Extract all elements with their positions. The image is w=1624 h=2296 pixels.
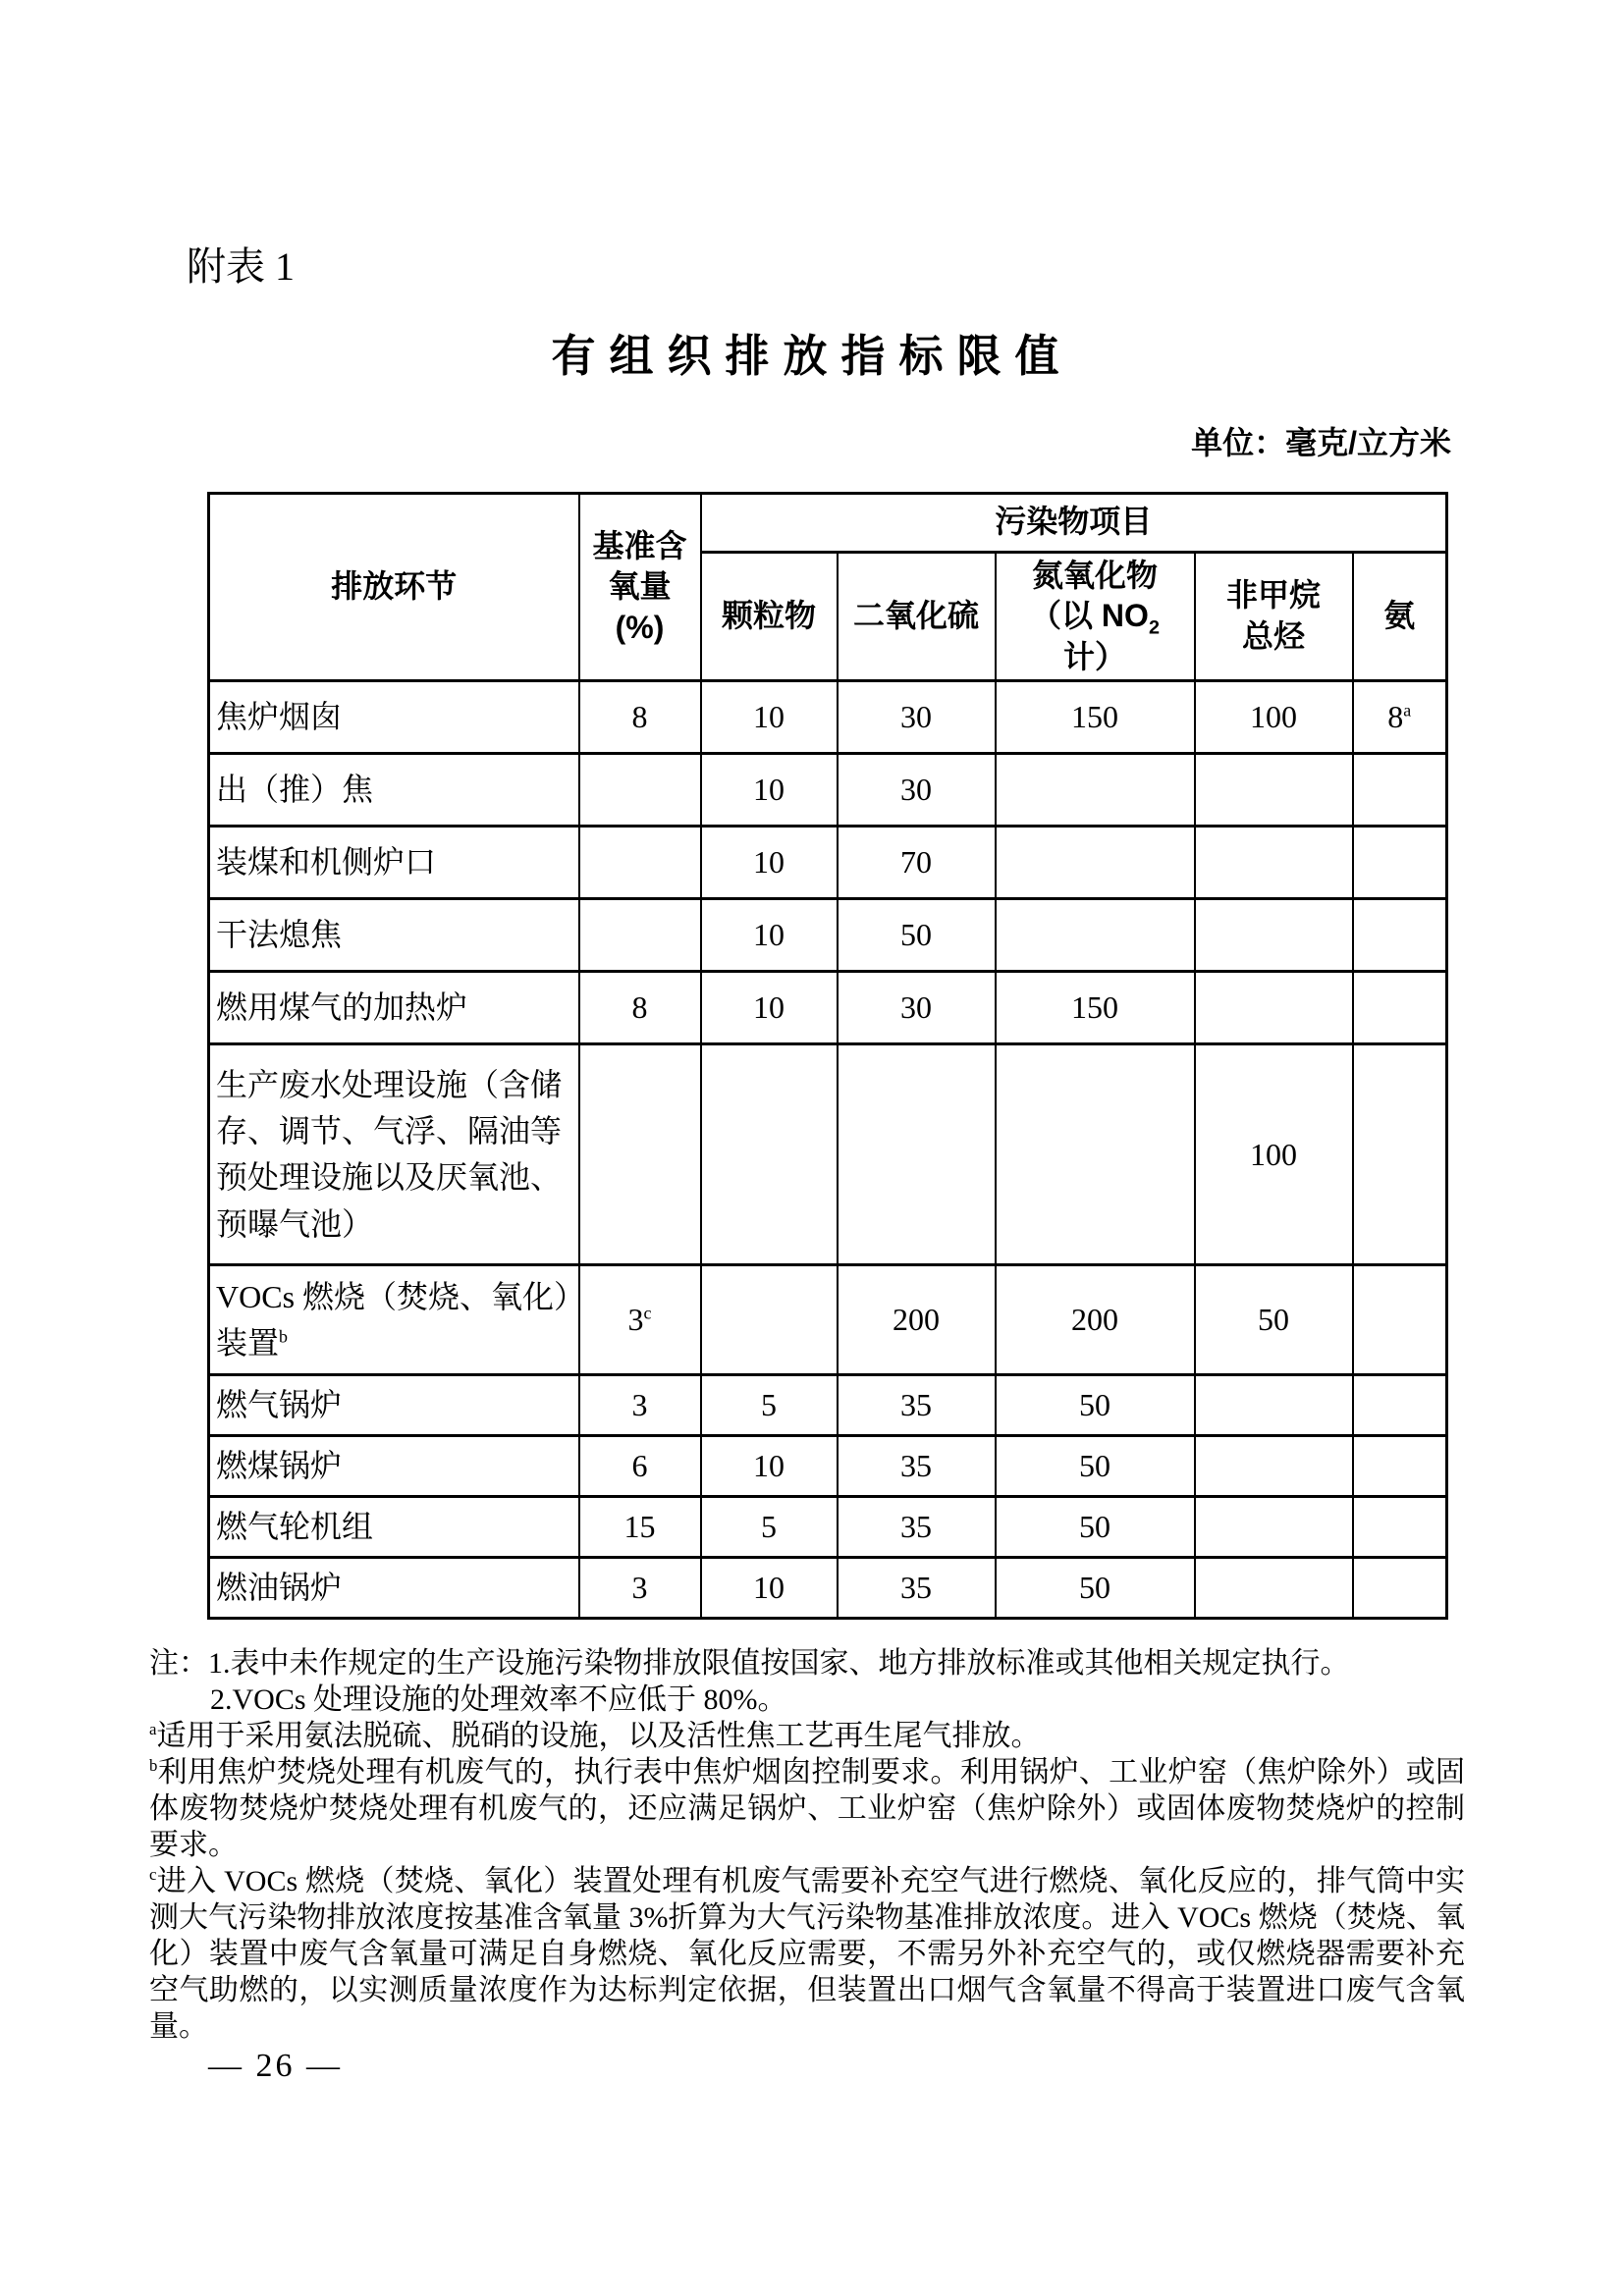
pm-cell: 10 bbox=[701, 827, 838, 899]
pm-cell: 10 bbox=[701, 972, 838, 1044]
nmhc-cell bbox=[1195, 899, 1353, 972]
o2-cell bbox=[579, 827, 701, 899]
footnote-c: $^c$进入 VOCs 燃烧（焚烧、氧化）装置处理有机废气需要补充空气进行燃烧、氧化反应的，排气筒中实测大气污染物排放浓度按基准含氧量 3%折算为大气污染物基准排放浓度。进入 VOCs 燃烧（焚烧、氧化）装置中废气含氧量可满足自身燃烧、氧化反应需要，不需另外补充空气的，或仅燃烧器需要补充空气助燃的，以实测质量浓度作为达标判定依据，但装置出口烟气含氧量不得高于装置进口废气含氧量。 bbox=[149, 1865, 1465, 2044]
footnote-c-marker: c bbox=[643, 1303, 652, 1323]
unit-label: 单位：毫克/立方米 bbox=[1191, 424, 1451, 460]
pm-cell: 5 bbox=[701, 1375, 838, 1436]
footnote-b-marker: b bbox=[279, 1326, 288, 1347]
nh3-cell bbox=[1353, 827, 1447, 899]
stage-cell: 燃气轮机组 bbox=[209, 1497, 579, 1558]
page-number: — 26 — bbox=[208, 2048, 343, 2084]
so2-cell: 30 bbox=[838, 972, 996, 1044]
nox-cell: 200 bbox=[996, 1265, 1195, 1375]
stage-cell: 装煤和机侧炉口 bbox=[209, 827, 579, 899]
so2-cell: 30 bbox=[838, 681, 996, 754]
nox-header-line2: （以 $NO_2$ 计） bbox=[1030, 598, 1160, 674]
o2-cell: 3 bbox=[579, 1375, 701, 1436]
o2-cell: 6 bbox=[579, 1436, 701, 1497]
footnote-c-marker: c bbox=[149, 1865, 157, 1885]
table-row-wastewater-treatment bbox=[209, 1044, 1447, 1265]
nh3-cell bbox=[1353, 1265, 1447, 1375]
pm-cell: 10 bbox=[701, 754, 838, 827]
stage-cell: 焦炉烟囱 bbox=[209, 681, 579, 754]
so2-cell: 70 bbox=[838, 827, 996, 899]
table-row-gas-boiler bbox=[209, 1375, 1447, 1436]
table-row-coke-oven-chimney bbox=[209, 681, 1447, 754]
stage-cell: 燃气锅炉 bbox=[209, 1375, 579, 1436]
stage-cell: 燃油锅炉 bbox=[209, 1558, 579, 1619]
table-row-gas-fired-heating-furnace bbox=[209, 972, 1447, 1044]
o2-cell: 3$^c$ bbox=[579, 1265, 701, 1375]
o2-cell: 15 bbox=[579, 1497, 701, 1558]
table-row-gas-turbine-unit bbox=[209, 1497, 1447, 1558]
nox-cell: 50 bbox=[996, 1436, 1195, 1497]
nmhc-cell: 50 bbox=[1195, 1265, 1353, 1375]
stage-cell: 干法熄焦 bbox=[209, 899, 579, 972]
nox-cell: 50 bbox=[996, 1375, 1195, 1436]
col-header-nh3: 氨 bbox=[1353, 552, 1447, 681]
so2-cell: 35 bbox=[838, 1375, 996, 1436]
oxygen-header-line1: 基准含 bbox=[592, 527, 687, 563]
nox-cell: 50 bbox=[996, 1558, 1195, 1619]
nh3-cell bbox=[1353, 754, 1447, 827]
pm-cell: 10 bbox=[701, 1558, 838, 1619]
notes-section bbox=[149, 1645, 1465, 2045]
col-header-nox bbox=[996, 552, 1195, 681]
nh3-cell bbox=[1353, 1044, 1447, 1265]
col-header-pollutant-group: 污染物项目 bbox=[701, 493, 1447, 552]
table-row-vocs-combustion-unit bbox=[209, 1265, 1447, 1375]
nmhc-cell bbox=[1195, 972, 1353, 1044]
nox-cell: 50 bbox=[996, 1497, 1195, 1558]
no2-subscript: 2 bbox=[1148, 616, 1160, 639]
stage-cell: 生产废水处理设施（含储存、调节、气浮、隔油等预处理设施以及厌氧池、预曝气池） bbox=[209, 1044, 579, 1265]
o2-cell: 8 bbox=[579, 972, 701, 1044]
stage-cell: 燃煤锅炉 bbox=[209, 1436, 579, 1497]
pm-cell bbox=[701, 1044, 838, 1265]
stage-cell: 出（推）焦 bbox=[209, 754, 579, 827]
col-header-oxygen bbox=[579, 493, 701, 681]
pm-cell: 5 bbox=[701, 1497, 838, 1558]
footnote-b: $^b$利用焦炉焚烧处理有机废气的，执行表中焦炉烟囱控制要求。利用锅炉、工业炉窑（焦炉除外）或固体废物焚烧炉焚烧处理有机废气的，还应满足锅炉、工业炉窑（焦炉除外）或固体废物焚烧炉的控制要求。 bbox=[149, 1756, 1465, 1862]
stage-cell: VOCs 燃烧（焚烧、氧化）装置$^b$ bbox=[209, 1265, 579, 1375]
oxygen-header-line3: (%) bbox=[615, 609, 665, 645]
nmhc-cell bbox=[1195, 827, 1353, 899]
table-row-coal-charging bbox=[209, 827, 1447, 899]
annex-label: 附表 1 bbox=[187, 244, 295, 289]
nmhc-cell: 100 bbox=[1195, 681, 1353, 754]
nmhc-cell bbox=[1195, 1497, 1353, 1558]
emission-limits-table bbox=[207, 492, 1448, 1621]
footnote-a: $^a$适用于采用氨法脱硫、脱硝的设施，以及活性焦工艺再生尾气排放。 bbox=[149, 1720, 1041, 1753]
nmhc-cell bbox=[1195, 1436, 1353, 1497]
col-header-nmhc bbox=[1195, 552, 1353, 681]
pm-cell bbox=[701, 1265, 838, 1375]
nmhc-cell bbox=[1195, 1558, 1353, 1619]
so2-cell: 35 bbox=[838, 1558, 996, 1619]
nh3-cell bbox=[1353, 1375, 1447, 1436]
footnote-a-marker: a bbox=[149, 1720, 157, 1739]
table-row-oil-boiler bbox=[209, 1558, 1447, 1619]
note-general-1: 注：1.表中未作规定的生产设施污染物排放限值按国家、地方排放标准或其他相关规定执行。 bbox=[149, 1647, 1350, 1681]
so2-cell: 35 bbox=[838, 1497, 996, 1558]
so2-cell: 50 bbox=[838, 899, 996, 972]
nox-cell bbox=[996, 754, 1195, 827]
o2-cell: 8 bbox=[579, 681, 701, 754]
pm-cell: 10 bbox=[701, 899, 838, 972]
nh3-cell bbox=[1353, 1558, 1447, 1619]
col-header-pm: 颗粒物 bbox=[701, 552, 838, 681]
col-header-stage: 排放环节 bbox=[209, 493, 579, 681]
nmhc-header-line2: 总烃 bbox=[1241, 618, 1305, 655]
nox-header-line1: 氮氧化物 bbox=[1031, 557, 1158, 593]
nh3-cell bbox=[1353, 1497, 1447, 1558]
pm-cell: 10 bbox=[701, 1436, 838, 1497]
oxygen-header-line2: 氧量 bbox=[608, 568, 672, 605]
nmhc-header-line1: 非甲烷 bbox=[1225, 577, 1321, 614]
pm-cell: 10 bbox=[701, 681, 838, 754]
nox-cell bbox=[996, 827, 1195, 899]
nmhc-cell bbox=[1195, 754, 1353, 827]
page-title: 有组织排放指标限值 bbox=[551, 331, 1073, 381]
so2-cell bbox=[838, 1044, 996, 1265]
o2-cell bbox=[579, 754, 701, 827]
table-row-coke-pushing bbox=[209, 754, 1447, 827]
note-general-2: 2.VOCs 处理设施的处理效率不应低于 80%。 bbox=[210, 1683, 787, 1717]
col-header-so2: 二氧化硫 bbox=[838, 552, 996, 681]
nmhc-cell bbox=[1195, 1375, 1353, 1436]
nh3-cell bbox=[1353, 972, 1447, 1044]
so2-cell: 35 bbox=[838, 1436, 996, 1497]
o2-cell: 3 bbox=[579, 1558, 701, 1619]
nox-cell bbox=[996, 1044, 1195, 1265]
o2-cell bbox=[579, 899, 701, 972]
table-row-dry-quenching bbox=[209, 899, 1447, 972]
footnote-a-marker: a bbox=[1403, 700, 1412, 721]
so2-cell: 200 bbox=[838, 1265, 996, 1375]
so2-cell: 30 bbox=[838, 754, 996, 827]
table-row-coal-boiler bbox=[209, 1436, 1447, 1497]
nh3-cell bbox=[1353, 899, 1447, 972]
nox-cell: 150 bbox=[996, 681, 1195, 754]
nh3-cell: 8$^a$ bbox=[1353, 681, 1447, 754]
nh3-cell bbox=[1353, 1436, 1447, 1497]
header-row-1 bbox=[209, 493, 1447, 552]
nmhc-cell: 100 bbox=[1195, 1044, 1353, 1265]
stage-cell: 燃用煤气的加热炉 bbox=[209, 972, 579, 1044]
footnote-b-marker: b bbox=[149, 1756, 158, 1776]
nox-cell: 150 bbox=[996, 972, 1195, 1044]
o2-cell bbox=[579, 1044, 701, 1265]
nox-cell bbox=[996, 899, 1195, 972]
